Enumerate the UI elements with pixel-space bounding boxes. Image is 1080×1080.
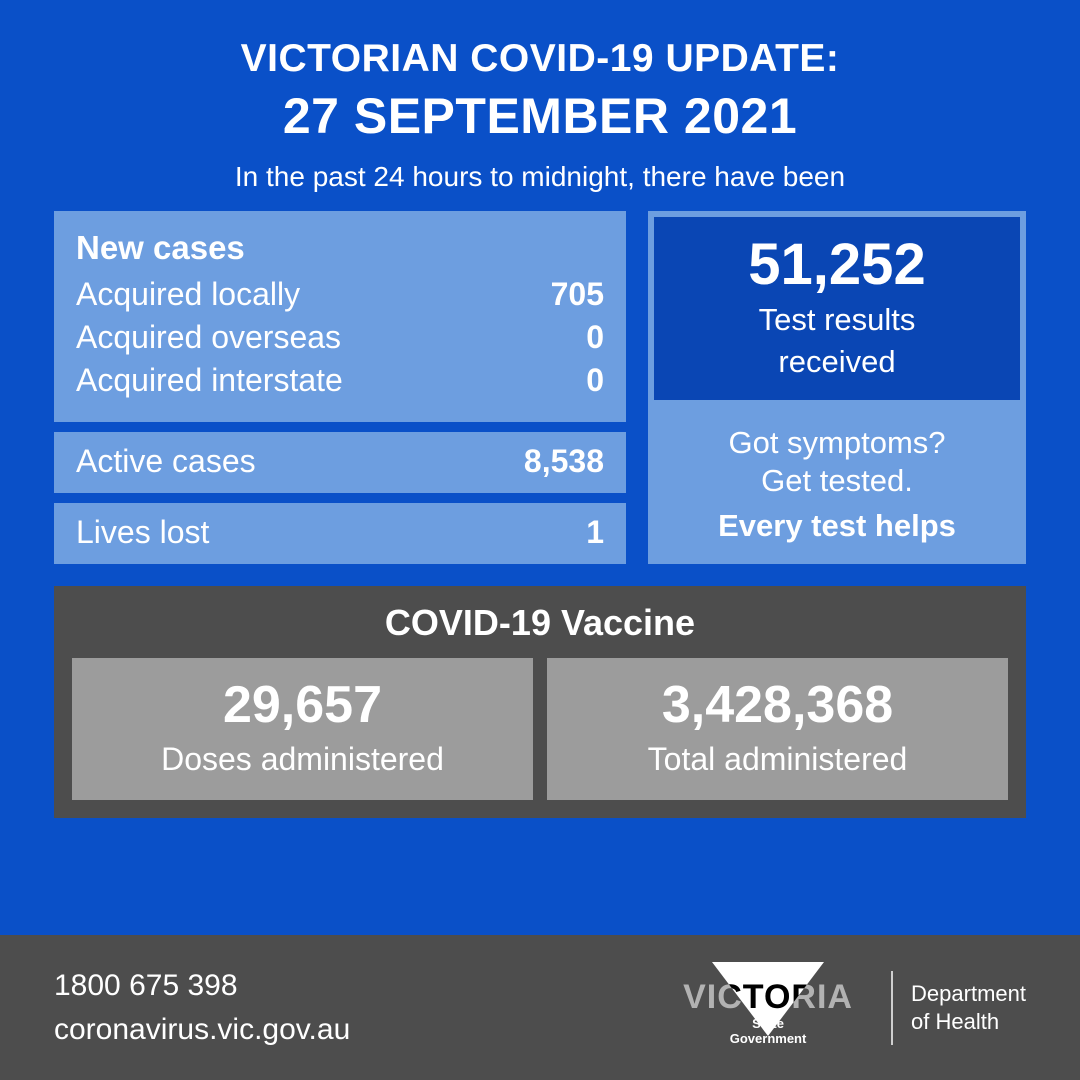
- footer-contact: [54, 964, 350, 1051]
- left-column: [54, 211, 626, 564]
- active-cases-label: Active cases: [76, 443, 256, 480]
- victoria-government-label: Government: [729, 1031, 807, 1046]
- test-results-label-line2: received: [778, 343, 896, 379]
- footer-logo: [663, 960, 1026, 1056]
- symptoms-line2: Get tested.: [761, 462, 913, 498]
- department-line2: of Health: [911, 1008, 1000, 1034]
- new-cases-interstate-label: Acquired interstate: [76, 362, 343, 399]
- vaccine-doses-label: Doses administered: [161, 740, 444, 777]
- new-cases-overseas-label: Acquired overseas: [76, 319, 342, 356]
- test-results-label-line1: Test results: [758, 302, 916, 338]
- main-stats: [0, 193, 1080, 564]
- vaccine-card-total: [547, 658, 1008, 800]
- header: [0, 0, 1080, 193]
- new-cases-overseas-value: 0: [586, 319, 604, 356]
- page-title-date: 27 SEPTEMBER 2021: [282, 87, 798, 144]
- active-cases-panel: [54, 432, 626, 493]
- new-cases-local-label: Acquired locally: [76, 276, 301, 313]
- department-of-health-label: [911, 980, 1026, 1035]
- new-cases-heading: New cases: [76, 229, 245, 267]
- new-cases-row-interstate: [76, 359, 604, 402]
- vaccine-card-doses: [72, 658, 533, 800]
- active-cases-value: 8,538: [523, 443, 604, 480]
- vaccine-cards: [72, 658, 1008, 800]
- test-results-number: 51,252: [748, 232, 926, 298]
- new-cases-interstate-value: 0: [586, 362, 604, 399]
- lives-lost-value: 1: [586, 514, 604, 551]
- symptoms-emphasis: Every test helps: [718, 507, 956, 543]
- page-title-line1: VICTORIAN COVID-19 UPDATE:: [240, 37, 840, 80]
- lives-lost-panel: [54, 503, 626, 564]
- vaccine-total-label: Total administered: [647, 740, 908, 777]
- victoria-government-logo: [663, 960, 873, 1056]
- victoria-state-label: State: [752, 1016, 784, 1032]
- page-subtitle: In the past 24 hours to midnight, there have been: [234, 161, 846, 193]
- footer-phone: 1800 675 398: [54, 969, 238, 1002]
- symptoms-line1: Got symptoms?: [728, 425, 946, 461]
- vaccine-panel: [54, 586, 1026, 818]
- vaccine-doses-number: 29,657: [222, 676, 383, 735]
- footer: [0, 935, 1080, 1080]
- right-column: [648, 211, 1026, 564]
- lives-lost-label: Lives lost: [76, 514, 210, 551]
- new-cases-row-overseas: [76, 316, 604, 359]
- department-line1: Department: [911, 981, 1026, 1006]
- symptoms-panel: [648, 406, 1026, 565]
- victoria-wordmark: VICTORIA: [683, 978, 853, 1017]
- new-cases-local-value: 705: [550, 276, 604, 313]
- new-cases-row-local: [76, 273, 604, 316]
- footer-website[interactable]: coronavirus.vic.gov.au: [54, 1012, 351, 1046]
- logo-divider: [891, 971, 893, 1045]
- new-cases-panel: [54, 211, 626, 422]
- vaccine-heading: COVID-19 Vaccine: [384, 602, 696, 644]
- vaccine-total-number: 3,428,368: [661, 676, 894, 735]
- test-results-panel: [648, 211, 1026, 405]
